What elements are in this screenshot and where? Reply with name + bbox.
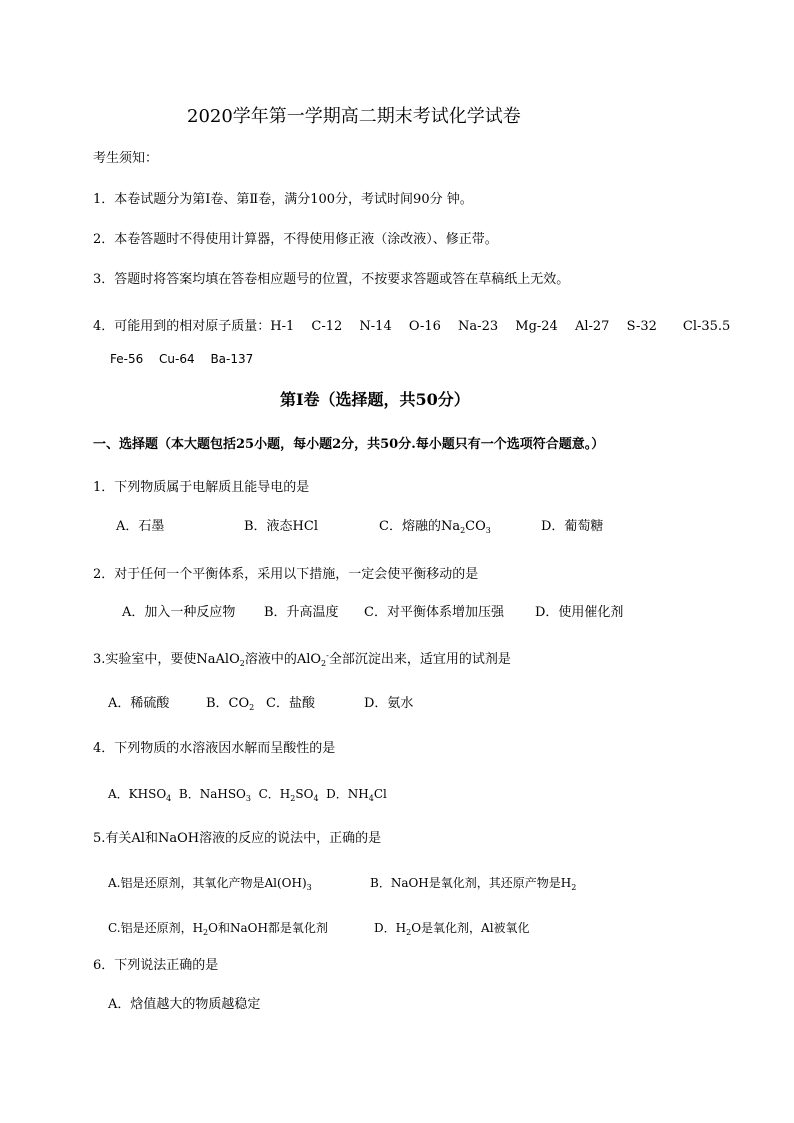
question-2-option-c: C．对平衡体系增加压强 [364, 605, 504, 620]
question-5-option-b: B．NaOH是氧化剂，其还原产物是$H_2$ [370, 876, 577, 892]
section-title: 第Ⅰ卷（选择题，共50分） [280, 390, 470, 409]
notice-item-4: 4．可能用到的相对原子质量：H-1 C-12 N-14 O-16 Na-23 Mg-24 Al-27 S-32 Cl-35.5 [93, 319, 731, 334]
notice-item-1: 1．本卷试题分为第Ⅰ卷、第Ⅱ卷，满分100分，考试时间90分 钟。 [93, 192, 473, 207]
question-6-stem: 6．下列说法正确的是 [93, 958, 219, 973]
question-1-option-c: C．熔融的$Na_2CO_3$ [379, 519, 491, 535]
question-4-options: A．$KHSO_4$ B．NaHSO$_3$ C．$H_2SO_4$ D．$NH_4Cl$ [108, 787, 387, 803]
question-5-stem: 5.有关Al和NaOH溶液的反应的说法中，正确的是 [93, 831, 382, 846]
question-1-stem: 1．下列物质属于电解质且能导电的是 [93, 480, 310, 495]
question-6-option-a: A．焓值越大的物质越稳定 [108, 997, 261, 1012]
question-2-stem: 2．对于任何一个平衡体系，采用以下措施，一定会使平衡移动的是 [93, 567, 479, 582]
question-3-option-b: B．$CO_2$ [206, 696, 255, 712]
question-1-option-d: D．葡萄糖 [541, 519, 604, 534]
question-2-option-b: B．升高温度 [264, 605, 339, 620]
question-1-option-b: B．液态HCl [244, 519, 318, 534]
question-4-stem: 4．下列物质的水溶液因水解而呈酸性的是 [93, 741, 336, 756]
notice-item-3: 3．答题时将答案均填在答卷相应题号的位置，不按要求答题或答在草稿纸上无效。 [93, 272, 570, 287]
notice-item-4-continued: Fe-56 Cu-64 Ba-137 [110, 352, 254, 366]
notice-heading: 考生须知： [93, 151, 159, 166]
question-5-option-c: C.铝是还原剂，$H_2O$和NaOH都是氧化剂 [108, 921, 328, 937]
notice-item-2: 2．本卷答题时不得使用计算器，不得使用修正液（涂改液）、修正带。 [93, 232, 498, 247]
question-5-option-a: A.铝是还原剂，其氧化产物是$Al(OH)_3$ [108, 876, 312, 892]
page-title: 2020学年第一学期高二期末考试化学试卷 [187, 106, 521, 127]
question-3-option-c: C．盐酸 [266, 696, 315, 711]
question-3-stem: 3.实验室中，要使NaAlO$_2$溶液中的AlO$_2$-全部沉淀出来，适宜用的试剂是 [93, 651, 511, 668]
question-2-option-a: A．加入一种反应物 [122, 605, 236, 620]
question-3-option-a: A．稀硫酸 [108, 696, 170, 711]
question-2-option-d: D．使用催化剂 [535, 605, 624, 620]
question-5-option-d: D．$H_2O$是氧化剂，Al被氧化 [374, 921, 530, 937]
question-3-option-d: D．氨水 [364, 696, 414, 711]
part-heading: 一、选择题（本大题包括25小题，每小题2分，共50分.每小题只有一个选项符合题意。） [93, 437, 605, 452]
question-1-option-a: A．石墨 [116, 519, 165, 534]
